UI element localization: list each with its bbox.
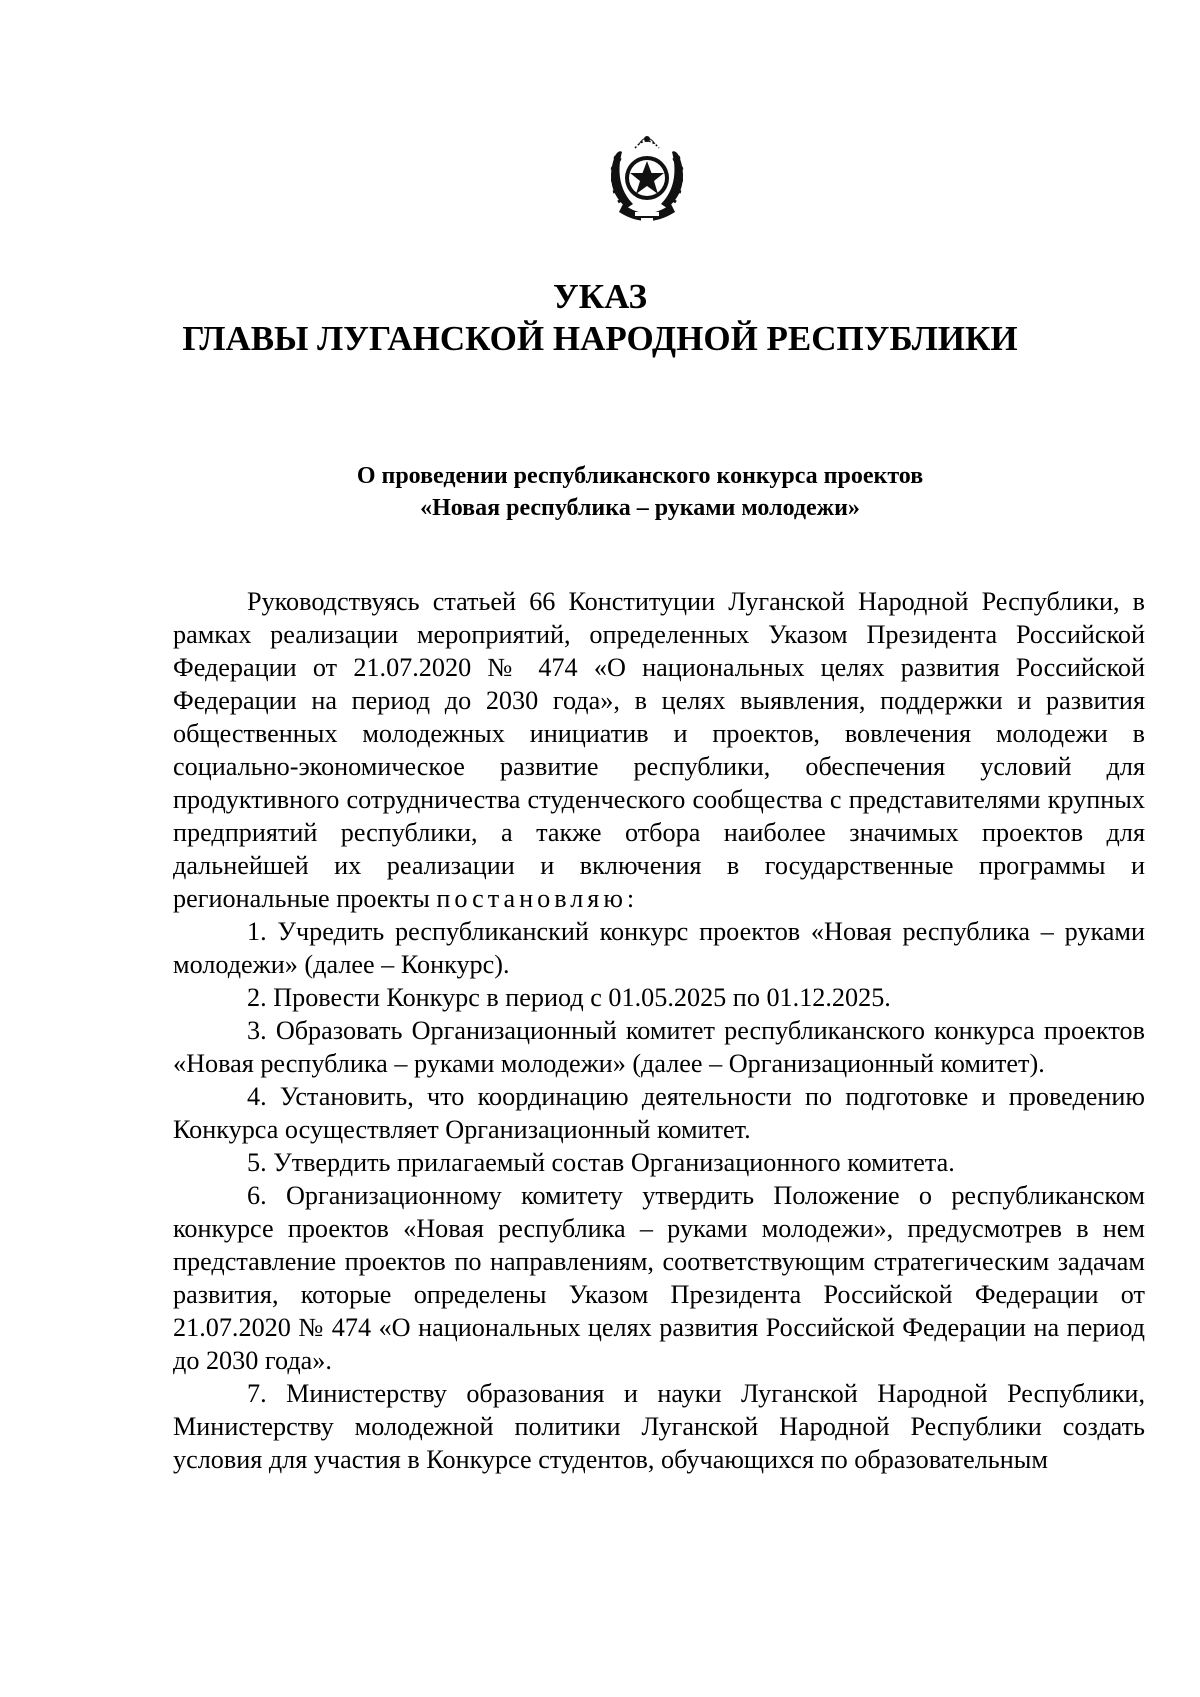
decree-item-5: 5. Утвердить прилагаемый состав Организационного комитета. (247, 1148, 955, 1177)
decree-item-1: 1. Учредить республиканский конкурс проектов «Новая республика – руками молодежи» (далее – Конкурс). (173, 917, 1145, 979)
coat-of-arms-icon (597, 130, 697, 230)
issuer-title: ГЛАВЫ ЛУГАНСКОЙ НАРОДНОЙ РЕСПУБЛИКИ (182, 319, 1018, 358)
decree-item-7: 7. Министерству образования и науки Луганской Народной Республики, Министерству молодежной политики Луганской Народной Республики создать условия для участия в Конкурсе студентов, обучающихся по образовательным (173, 1379, 1145, 1474)
subject-line-2: «Новая республика – руками молодежи» (420, 495, 860, 521)
decree-item-2: 2. Провести Конкурс в период с 01.05.2025 по 01.12.2025. (247, 983, 891, 1012)
decree-subject (260, 460, 1020, 524)
decree-keyword: постановляю: (436, 884, 639, 913)
decree-item-3: 3. Образовать Организационный комитет республиканского конкурса проектов «Новая республика – руками молодежи» (далее – Организационный комитет). (173, 1016, 1145, 1078)
decree-item-4: 4. Установить, что координацию деятельности по подготовке и проведению Конкурса осуществляет Организационный комитет. (173, 1082, 1145, 1144)
decree-item-6: 6. Организационному комитету утвердить Положение о республиканском конкурсе проектов «Новая республика – руками молодежи», предусмотрев в нем представление проектов по направлениям, соответствующим стратегическим задачам развития, которые определены Указом Президента Российской Федерации от 21.07.2020 № 474 «О национальных целях развития Российской Федерации на период до 2030 года». (173, 1181, 1145, 1375)
preamble-paragraph (173, 585, 1145, 915)
coat-of-arms (597, 130, 697, 230)
decree-body (173, 585, 1145, 1476)
subject-line-1: О проведении республиканского конкурса проектов (356, 463, 924, 489)
preamble-text: Руководствуясь статьей 66 Конституции Луганской Народной Республики, в рамках реализации мероприятий, определенных Указом Президента Российской Федерации от 21.07.2020 № 474 «О национальных целях развития Российской Федерации на период до 2030 года», в целях выявления, поддержки и развития общественных молодежных инициатив и проектов, вовлечения молодежи в социально-экономическое развитие республики, обеспечения условий для продуктивного сотрудничества студенческого сообщества с представителями крупных предприятий республики, а также отбора наиболее значимых проектов для дальнейшей их реализации и включения в государственные программы и региональные проекты (173, 587, 1145, 913)
document-type-title: УКАЗ (553, 277, 647, 316)
